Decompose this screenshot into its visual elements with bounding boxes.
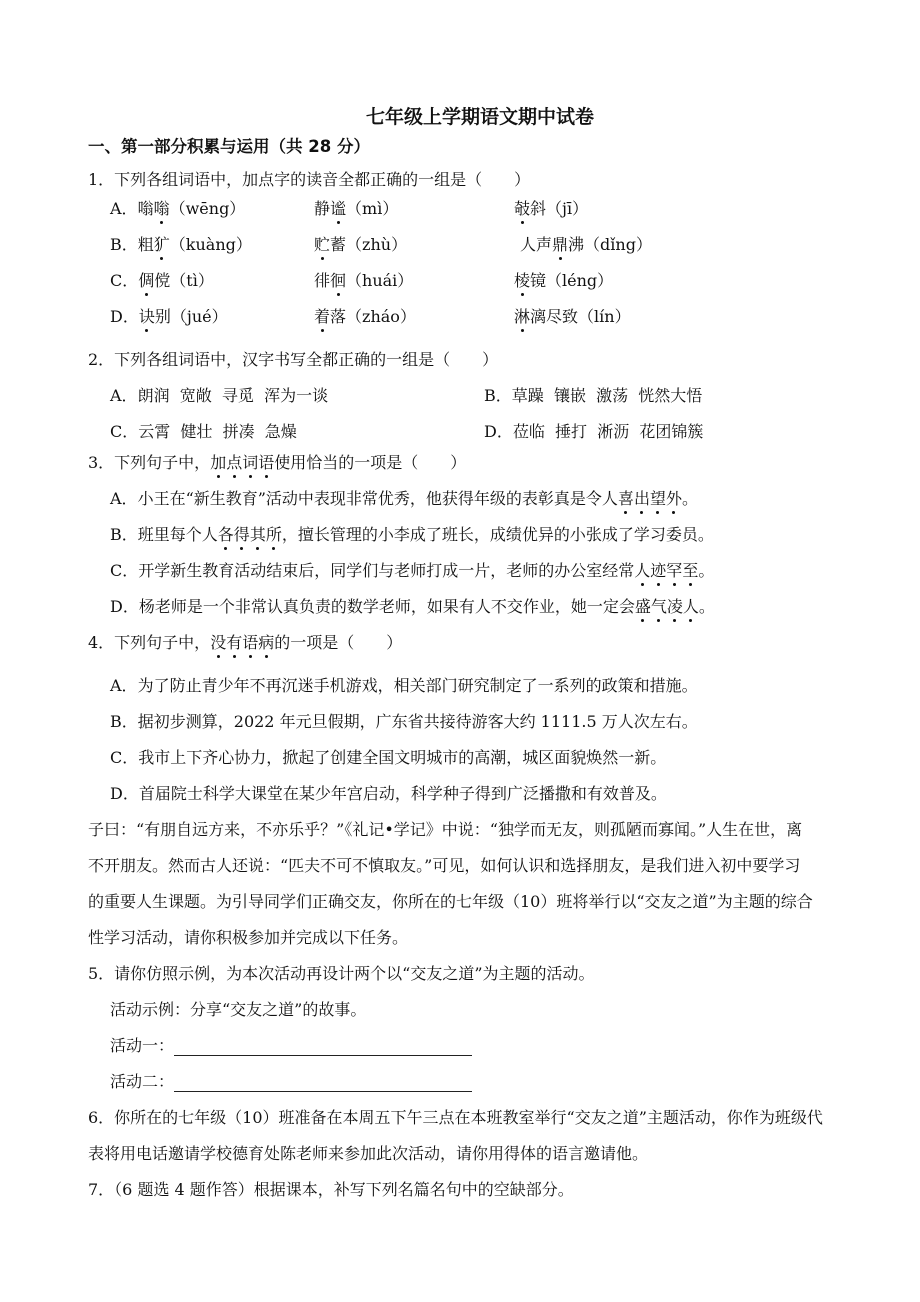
option-label: B． [484,386,512,405]
emphasis-dot-char: 倜 [138,271,155,290]
emphasis-dot-char: 徊 [330,271,347,290]
q1-option-b-item-3 [520,235,652,255]
word-text: 嗡 [137,199,154,218]
passage-line: 的重要人生课题。为引导同学们正确交友，你所在的七年级（10）班将举行以“交友之道”为主题的综合 [88,892,813,911]
q3-option-a[interactable] [110,489,698,509]
emphasized-text [210,633,274,652]
passage-line: 性学习活动，请你积极参加并完成以下任务。 [88,928,409,947]
emphasis-dot-char: 人 [682,597,699,616]
emphasis-dot-char: 嗡 [153,199,170,218]
pinyin: （jué） [170,307,228,326]
option-label: C． [110,422,139,441]
word-text: 傥 [154,271,171,290]
q5-activity-1 [110,1036,472,1056]
q1-option-a-item-1[interactable] [110,199,245,219]
word-text: 漓尽致 [530,307,579,326]
stem-text: 3．下列句子中， [88,453,211,472]
q2-option-c[interactable] [110,422,297,442]
emphasis-dot-char: 贮 [314,235,331,254]
emphasis-dot-char: 谧 [330,199,347,218]
stem-text: 4．下列句子中， [88,633,211,652]
q4-option-b[interactable] [110,712,698,732]
emphasis-dot-char: 其 [249,525,266,544]
q5-example: 活动示例：分享“交友之道”的故事。 [110,1000,367,1019]
q2-stem: 2．下列各组词语中，汉字书写全都正确的一组是（ ） [88,350,499,369]
q1-option-d-item-2 [314,307,416,327]
option-text: 我市上下齐心协力，掀起了创建全国文明城市的高潮，城区面貌焕然一新。 [138,748,667,767]
emphasis-dot-char: 病 [258,633,275,652]
pinyin: （kuàng） [169,235,252,254]
stem-text: 的一项是（ ） [274,633,403,652]
option-label: C． [110,561,139,580]
q4-option-c[interactable] [110,748,666,768]
q2-option-a[interactable] [110,386,328,406]
option-label: B． [110,712,138,731]
word-text: 落 [330,307,347,326]
emphasis-dot-char: 鼎 [552,235,569,254]
option-label: C． [110,271,139,290]
option-label: A． [110,676,138,695]
pinyin: （huái） [346,271,414,290]
stem-text: 使用恰当的一项是（ ） [274,453,467,472]
activity-label: 活动一： [110,1036,175,1055]
q3-option-b[interactable] [110,525,714,545]
option-label: D． [484,422,513,441]
pinyin: （léng） [546,271,614,290]
q6-stem-line: 6．你所在的七年级（10）班准备在本周五下午三点在本班教室举行“交友之道”主题活动，你作为班级代 [88,1108,823,1127]
word-text: 徘 [314,271,331,290]
option-label: A． [110,489,138,508]
pinyin: （lín） [578,307,631,326]
activity-1-answer-blank[interactable] [174,1038,472,1056]
pinyin: （jī） [546,199,589,218]
q2-option-b[interactable] [484,386,702,406]
option-label: A． [110,199,138,218]
emphasis-dot-char: 点 [226,453,243,472]
option-label: B． [110,235,138,254]
emphasis-dot-char: 攲 [514,199,531,218]
q1-option-b-item-2 [314,235,407,255]
emphasis-dot-char: 所 [265,525,282,544]
emphasis-dot-char: 棱 [514,271,531,290]
q3-option-d[interactable] [110,597,715,617]
option-text: 。 [698,597,715,616]
activity-2-answer-blank[interactable] [174,1074,472,1092]
word-text: 蓄 [330,235,347,254]
emphasized-text [210,453,274,472]
passage-line: 子曰：“有朋自远方来，不亦乐乎？”《礼记•学记》中说：“独学而无友，则孤陋而寡闻。”人生在世，离 [88,820,803,839]
word-text: 别 [154,307,171,326]
emphasis-dot-char: 至 [682,561,699,580]
emphasis-dot-char: 犷 [153,235,170,254]
pinyin: （zhù） [346,235,408,254]
emphasis-dot-char: 诀 [138,307,155,326]
page-title: 七年级上学期语文期中试卷 [365,106,594,128]
q1-option-a-item-2 [314,199,398,219]
passage-line: 不开朋友。然而古人还说：“匹夫不可不慎取友。”可见，如何认识和选择朋友，是我们进入初中要学习 [88,856,801,875]
option-text: 朗润 宽敞 寻觅 浑为一谈 [137,386,329,405]
option-text: 为了防止青少年不再沉迷手机游戏，相关部门研究制定了一系列的政策和措施。 [137,676,698,695]
emphasis-dot-char: 语 [242,633,259,652]
emphasis-dot-char: 得 [233,525,250,544]
option-text: 云霄 健壮 拼凑 急燥 [138,422,297,441]
word-text: 镜 [530,271,547,290]
emphasis-dot-char: 人 [634,561,651,580]
option-text: 莅临 捶打 淅沥 花团锦簇 [512,422,704,441]
q6-stem-line: 表将用电话邀请学校德育处陈老师来参加此次活动，请你用得体的语言邀请他。 [88,1144,649,1163]
option-text: 。 [698,561,715,580]
q7-stem: 7．（6 题选 4 题作答）根据课本，补写下列名篇名句中的空缺部分。 [88,1180,574,1199]
emphasis-dot-char: 气 [650,597,667,616]
pinyin: （zháo） [346,307,416,326]
q1-option-a-item-3 [514,199,588,219]
emphasis-dot-char: 出 [633,489,650,508]
emphasis-dot-char: 词 [242,453,259,472]
emphasis-dot-char: 迹 [650,561,667,580]
emphasis-dot-char: 盛 [634,597,651,616]
option-text: 杨老师是一个非常认真负责的数学老师，如果有人不交作业，她一定会 [138,597,635,616]
q1-option-c-item-2 [314,271,413,291]
option-label: A． [110,386,138,405]
emphasis-dot-char: 有 [226,633,243,652]
q1-stem: 1．下列各组词语中，加点字的读音全都正确的一组是（ ） [88,170,531,189]
emphasis-dot-char: 望 [649,489,666,508]
q2-option-d[interactable] [484,422,703,442]
option-text: 草躁 镶嵌 激荡 恍然大悟 [511,386,703,405]
q3-stem [88,453,466,473]
emphasis-dot-char: 凌 [666,597,683,616]
q1-option-c-item-3 [514,271,613,291]
option-text: 首届院士科学大课堂在某少年宫启动，科学种子得到广泛播撒和有效普及。 [138,784,667,803]
q4-stem [88,633,402,653]
activity-label: 活动二： [110,1072,175,1091]
option-label: D． [110,597,139,616]
section-heading: 一、第一部分积累与运用（共 28 分） [88,137,370,156]
q4-option-d[interactable] [110,784,667,804]
pinyin: （dǐng） [584,235,652,254]
q4-option-a[interactable] [110,676,698,696]
q1-option-b-item-1[interactable] [110,235,252,255]
emphasis-dot-char: 罕 [666,561,683,580]
emphasis-dot-char: 外 [665,489,682,508]
pinyin: （tì） [170,271,214,290]
emphasis-dot-char: 语 [258,453,275,472]
pinyin: （mì） [346,199,399,218]
emphasis-dot-char: 加 [210,453,227,472]
emphasis-dot-char: 淋 [514,307,531,326]
pinyin: （wēng） [169,199,246,218]
option-label: B． [110,525,138,544]
q1-option-d-item-1[interactable] [110,307,228,327]
option-label: D． [110,784,139,803]
emphasis-dot-char: 喜 [617,489,634,508]
option-text: 班里每个人 [137,525,218,544]
q1-option-d-item-3 [514,307,631,327]
option-text: 。 [682,489,699,508]
word-text: 斜 [530,199,547,218]
word-text: 粗 [137,235,154,254]
option-label: C． [110,748,139,767]
emphasis-dot-char: 各 [217,525,234,544]
q3-option-c[interactable] [110,561,714,581]
option-text: 据初步测算，2022 年元旦假期，广东省共接待游客大约 1111.5 万人次左右。 [137,712,698,731]
word-text: 人声 [520,235,553,254]
q5-stem: 5．请你仿照示例，为本次活动再设计两个以“交友之道”为主题的活动。 [88,964,595,983]
option-text: 开学新生教育活动结束后，同学们与老师打成一片，老师的办公室经常 [138,561,635,580]
emphasis-dot-char: 着 [314,307,331,326]
q5-activity-2 [110,1072,472,1092]
option-label: D． [110,307,139,326]
option-text: 小王在“新生教育”活动中表现非常优秀，他获得年级的表彰真是令人 [137,489,618,508]
word-text: 静 [314,199,331,218]
q1-option-c-item-1[interactable] [110,271,214,291]
option-text: ，擅长管理的小李成了班长，成绩优异的小张成了学习委员。 [281,525,714,544]
emphasis-dot-char: 没 [210,633,227,652]
word-text: 沸 [568,235,585,254]
